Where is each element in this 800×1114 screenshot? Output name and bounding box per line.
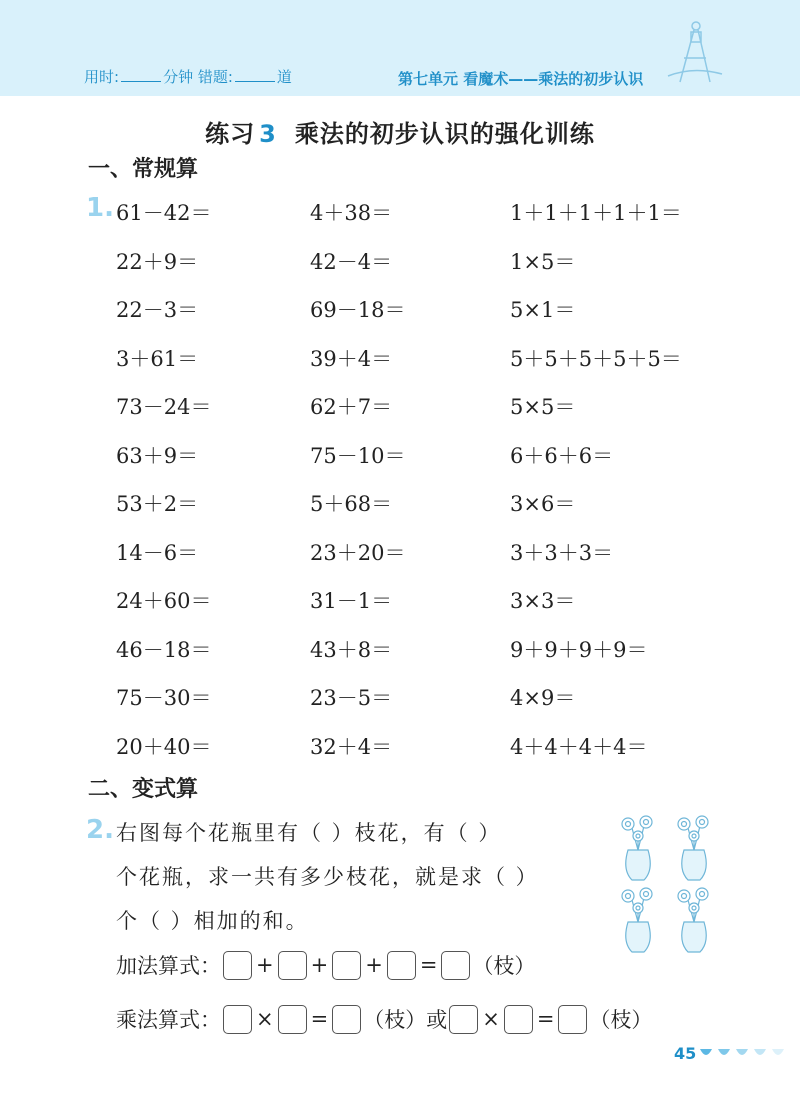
arithmetic-problem: 5＋68＝ — [310, 492, 393, 516]
time-errors-record — [84, 66, 292, 87]
arithmetic-problem: 3×6＝ — [510, 492, 576, 516]
arithmetic-problem: 3＋61＝ — [116, 346, 199, 371]
question-number-2: 2. — [86, 815, 114, 845]
addition-label: 加法算式： — [116, 954, 221, 978]
arithmetic-problem: 75－30＝ — [116, 686, 212, 710]
answer-box[interactable] — [223, 1005, 252, 1034]
arithmetic-problem: 5×1＝ — [510, 298, 576, 322]
arithmetic-problem: 43＋8＝ — [310, 637, 393, 662]
arithmetic-problem: 3＋3＋3＝ — [510, 540, 614, 565]
title-number: 3 — [259, 120, 277, 148]
errors-unit: 道 — [276, 68, 292, 86]
arithmetic-problem: 69－18＝ — [310, 298, 406, 322]
arithmetic-problem: 22＋9＝ — [116, 249, 199, 274]
arithmetic-problem: 61－42＝ — [116, 201, 212, 225]
arithmetic-problem: 9＋9＋9＋9＝ — [510, 637, 648, 662]
arithmetic-problem: 24＋60＝ — [116, 589, 212, 613]
arithmetic-problem: 31－1＝ — [310, 589, 393, 613]
multiplication-formula: 乘法算式： × = （枝） 或 × = （枝） — [116, 1004, 652, 1034]
arithmetic-problem: 4＋38＝ — [310, 201, 393, 225]
arithmetic-problem: 1×5＝ — [510, 249, 576, 274]
answer-box[interactable] — [441, 951, 470, 980]
arithmetic-problem: 62＋7＝ — [310, 395, 393, 419]
arithmetic-problem: 3×3＝ — [510, 589, 576, 613]
arithmetic-problem: 5×5＝ — [510, 395, 576, 419]
arithmetic-problem: 73－24＝ — [116, 395, 212, 419]
page-decoration-dots — [698, 1046, 794, 1062]
page-number: 45 — [674, 1044, 697, 1063]
arithmetic-problem: 39＋4＝ — [310, 346, 393, 371]
multiplication-label: 乘法算式： — [116, 1008, 221, 1032]
errors-blank — [235, 67, 275, 82]
section-heading-1: 一、常规算 — [88, 157, 199, 182]
arithmetic-problem: 14－6＝ — [116, 540, 199, 565]
arithmetic-problem: 22－3＝ — [116, 298, 199, 322]
unit-label: （枝） — [363, 1008, 427, 1032]
or-label: 或 — [426, 1008, 448, 1032]
arithmetic-problem: 23－5＝ — [310, 686, 393, 710]
flower-vases-image — [616, 810, 726, 956]
addition-formula: 加法算式： + + + = （枝） — [116, 950, 535, 980]
arithmetic-problem: 42－4＝ — [310, 249, 393, 274]
section-heading-2: 二、变式算 — [88, 777, 199, 802]
unit-label: （枝） — [472, 954, 536, 978]
answer-box[interactable] — [387, 951, 416, 980]
unit-title: 第七单元 看魔术——乘法的初步认识 — [398, 70, 644, 88]
answer-box[interactable] — [278, 951, 307, 980]
answer-box[interactable] — [449, 1005, 478, 1034]
arithmetic-problem: 75－10＝ — [310, 443, 406, 468]
arithmetic-problem: 4×9＝ — [510, 686, 576, 710]
answer-box[interactable] — [332, 1005, 361, 1034]
compass-icon — [660, 18, 726, 90]
arithmetic-problem: 23＋20＝ — [310, 540, 406, 565]
title-prefix: 练习 — [205, 120, 256, 148]
answer-box[interactable] — [504, 1005, 533, 1034]
errors-label: 错题: — [197, 68, 233, 86]
answer-box[interactable] — [558, 1005, 587, 1034]
unit-label: （枝） — [589, 1008, 653, 1032]
time-unit: 分钟 — [163, 68, 194, 86]
arithmetic-problem: 1＋1＋1＋1＋1＝ — [510, 201, 682, 225]
arithmetic-problem: 46－18＝ — [116, 637, 212, 662]
arithmetic-problem: 63＋9＝ — [116, 443, 199, 468]
arithmetic-problem: 5＋5＋5＋5＋5＝ — [510, 346, 682, 371]
answer-box[interactable] — [332, 951, 361, 980]
arithmetic-problem: 53＋2＝ — [116, 492, 199, 516]
title-text: 乘法的初步认识的强化训练 — [294, 120, 595, 148]
arithmetic-problem: 4＋4＋4＋4＝ — [510, 734, 648, 759]
time-blank — [121, 67, 161, 82]
arithmetic-problem: 20＋40＝ — [116, 734, 212, 759]
page-title — [0, 114, 800, 149]
answer-box[interactable] — [223, 951, 252, 980]
answer-box[interactable] — [278, 1005, 307, 1034]
question2-line1: 右图每个花瓶里有（ ）枝花，有（ ） — [116, 821, 502, 845]
arithmetic-problem: 32＋4＝ — [310, 734, 393, 759]
question2-line2: 个花瓶，求一共有多少枝花，就是求（ ） — [116, 865, 539, 889]
arithmetic-problem: 6＋6＋6＝ — [510, 443, 614, 468]
question-number-1: 1. — [86, 193, 114, 223]
time-label: 用时: — [84, 68, 120, 86]
question2-line3: 个（ ）相加的和。 — [116, 909, 309, 933]
